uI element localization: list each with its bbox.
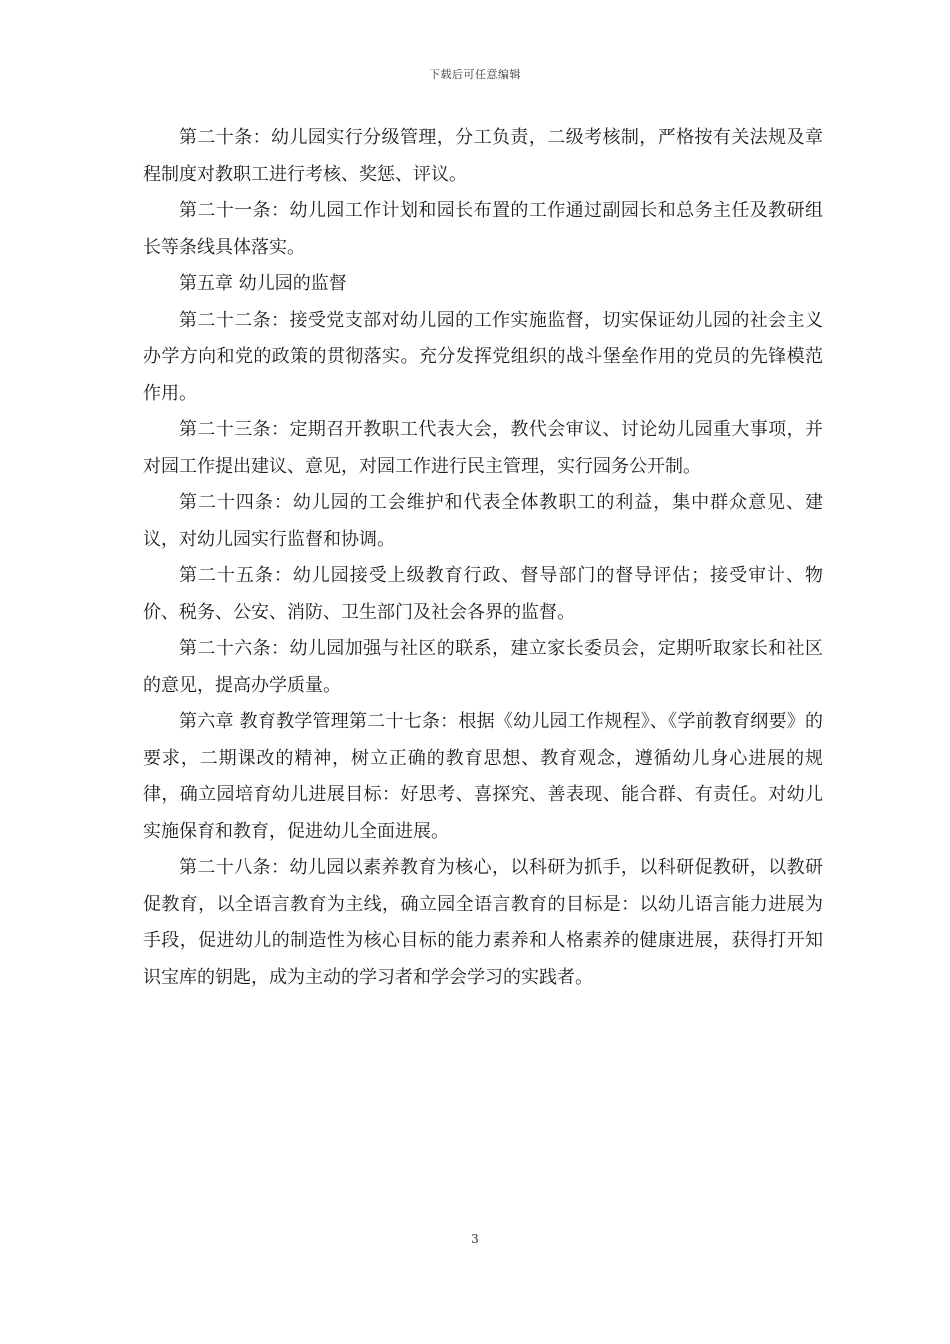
article-28-paragraph: 第二十八条：幼儿园以素养教育为核心，以科研为抓手，以科研促教研，以教研促教育，以全语言教育为主线，确立园全语言教育的目标是：以幼儿语言能力进展为手段，促进幼儿的制造性为核心目标的能力素养和人格素养的健康进展，获得打开知识宝库的钥匙，成为主动的学习者和学会学习的实践者。 bbox=[143, 857, 823, 988]
chapter-5-heading: 第五章 幼儿园的监督 bbox=[179, 273, 347, 294]
article-21-paragraph: 第二十一条：幼儿园工作计划和园长布置的工作通过副园长和总务主任及教研组长等条线具体落实。 bbox=[143, 200, 823, 258]
page-header: 下载后可任意编辑 bbox=[429, 68, 521, 81]
document-body bbox=[143, 120, 823, 996]
article-26-paragraph: 第二十六条：幼儿园加强与社区的联系，建立家长委员会，定期听取家长和社区的意见，提高办学质量。 bbox=[143, 638, 823, 696]
page-number: 3 bbox=[471, 1232, 479, 1246]
article-25-paragraph: 第二十五条：幼儿园接受上级教育行政、督导部门的督导评估；接受审计、物价、税务、公安、消防、卫生部门及社会各界的监督。 bbox=[143, 565, 823, 623]
article-20-paragraph: 第二十条：幼儿园实行分级管理，分工负责，二级考核制，严格按有关法规及章程制度对教职工进行考核、奖惩、评议。 bbox=[143, 127, 823, 185]
chapter-6-article-27-paragraph: 第六章 教育教学管理第二十七条：根据《幼儿园工作规程》、《学前教育纲要》的要求，二期课改的精神，树立正确的教育思想、教育观念，遵循幼儿身心进展的规律，确立园培育幼儿进展目标：好思考、喜探究、善表现、能合群、有责任。对幼儿实施保育和教育，促进幼儿全面进展。 bbox=[143, 711, 823, 842]
article-24-paragraph: 第二十四条：幼儿园的工会维护和代表全体教职工的利益，集中群众意见、建议，对幼儿园实行监督和协调。 bbox=[143, 492, 823, 550]
article-23-paragraph: 第二十三条：定期召开教职工代表大会，教代会审议、讨论幼儿园重大事项，并对园工作提出建议、意见，对园工作进行民主管理，实行园务公开制。 bbox=[143, 419, 823, 477]
article-22-paragraph: 第二十二条：接受党支部对幼儿园的工作实施监督，切实保证幼儿园的社会主义办学方向和党的政策的贯彻落实。充分发挥党组织的战斗堡垒作用的党员的先锋模范作用。 bbox=[143, 309, 823, 404]
